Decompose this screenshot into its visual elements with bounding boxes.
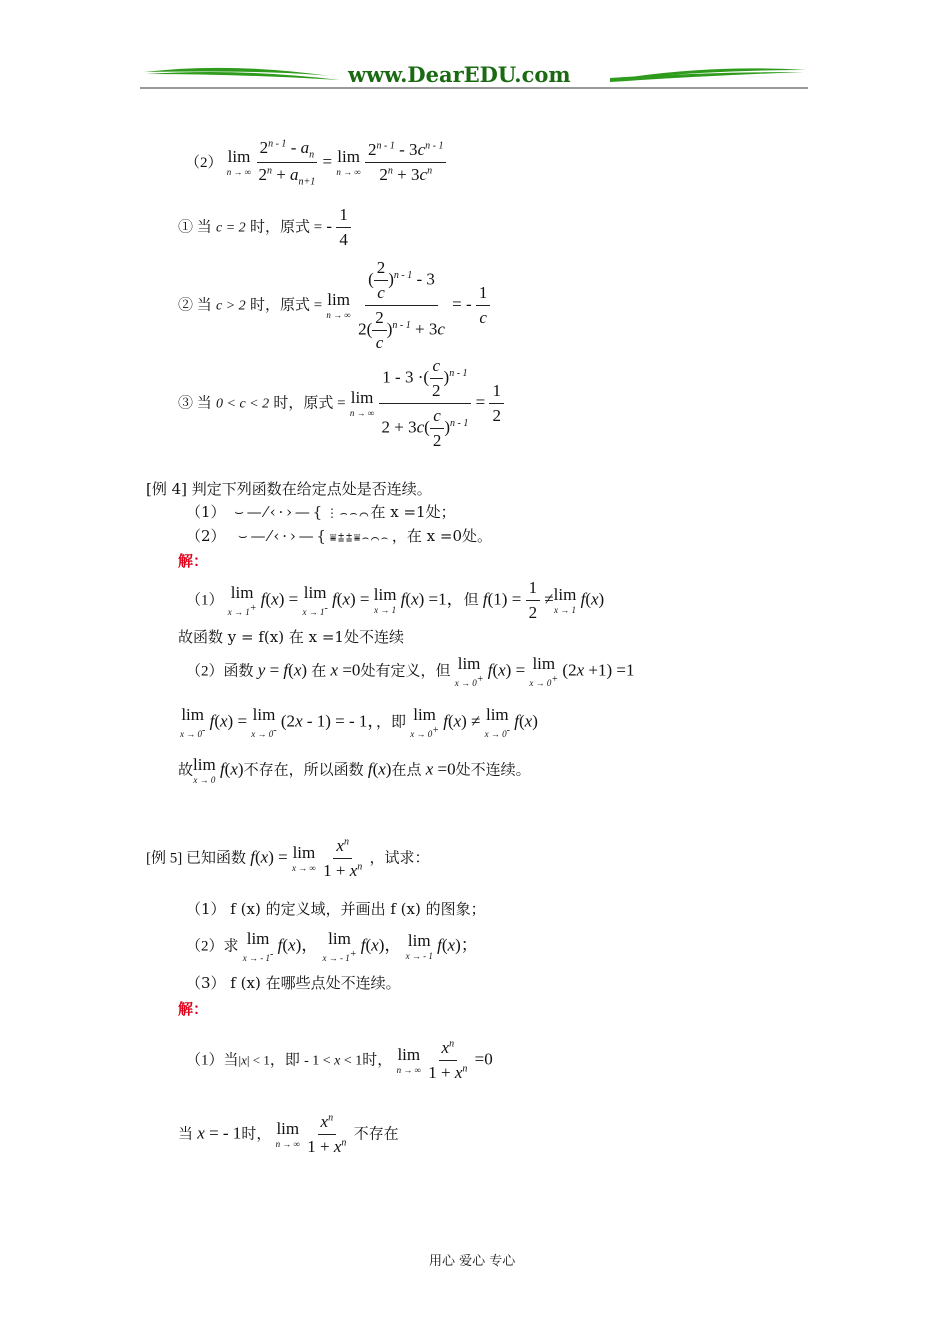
case-2: ② 当 c > 2 时，原式 = lim n → ∞ ( $\frac{2}{c}$ )$^{n - 1}$ - 3 2( $\frac{2}{c}$ )$^{n - 1}$ + 3c = - $\frac{1}{c}$ [178,258,490,353]
p2-formula: （2） lim n → ∞ $\frac{2^{n - 1} - a_n}{2^n + a_{n+1}}$ = lim n → ∞ $\frac{2^{n - 1} - 3c^{n - 1}}{2^n + 3c^n}$ [185,138,446,188]
ex4-s1: （1） lim x → 1+ f(x) = lim x → 1- f(x) = lim x → 1 f(x) =1，但 f(1) = $\frac{1}{2}$ ≠ lim x → 1 f(x) [186,578,605,622]
ex4-s2: （2）函数 y = f(x) 在 x =0处有定义，但 lim x → 0+ f(x) = lim x → 0+ (2x +1) =1 [186,654,635,688]
header-banner [140,60,810,92]
ex4-q1: （1） ⌣ — ⁄ ‹ · › — { ⋮ ⌢ ⌢ ⌒ 在 x =1处； [186,503,456,521]
brand-text: www.DearEDU.com [348,62,571,87]
ex4-s2-left: lim x → 0- f(x) = lim x → 0- (2x - 1) = - 1，，即 lim x → 0+ f(x) ≠ lim x → 0- f(x) [180,705,538,739]
garbled-formula: ⌣ — ⁄ ‹ · › — { [230,503,322,521]
ex5-q1: （1） f (x) 的定义域，并画出 f (x) 的图象； [186,900,486,918]
case-1: ① 当 c = 2 时，原式 = - $\frac{1}{4}$ [178,205,351,250]
ex5-title: [例 5] 已知函数 f(x) = lim x → ∞ $\frac{x^n}{1 + x^n}$ ，试求： [146,836,430,880]
ex5-solution-label: 解： [178,1000,209,1018]
ex5-s1: （1）当|x| < 1，即 - 1 < x < 1时， lim n → ∞ $\frac{x^n}{1 + x^n}$ =0 [186,1038,493,1082]
footer-text: 用心 爱心 专心 [429,1254,516,1269]
ex4-title: [例 4] 判定下列函数在给定点处是否连续。 [146,480,432,498]
case-3: ③ 当 0 < c < 2 时，原式 = lim n → ∞ 1 - 3 ·( $\frac{c}{2}$ )$^{n - 1}$ 2 + 3c( $\frac{c}{2}$ )$^{n - 1}$ = $\frac{1}{2}$ [178,356,504,451]
ex4-q2: （2） ⌣ — ⁄ ‹ · › — { ⩸ ⩲ ⩲ ⩸ ⌢ ⌒ ⌢ ，在 x =0处。 [186,527,492,545]
ex5-s2: 当 x = - 1时， lim n → ∞ $\frac{x^n}{1 + x^n}$ 不存在 [178,1112,399,1156]
garbled-formula: ⌣ — ⁄ ‹ · › — { [230,527,325,545]
ex5-q3: （3） f (x) 在哪些点处不连续。 [186,974,401,992]
ex4-s2-conclusion: 故 lim x → 0 f(x)不存在，所以函数 f(x)在点 x =0处不连续。 [178,755,531,785]
ex4-s1-conclusion: 故函数 y = f(x) 在 x =1处不连续 [178,628,404,646]
ex5-q2: （2）求 lim x → - 1- f(x)， lim x → - 1+ f(x)， lim x → - 1 f(x)； [186,929,478,963]
ex4-solution-label: 解： [178,552,209,570]
